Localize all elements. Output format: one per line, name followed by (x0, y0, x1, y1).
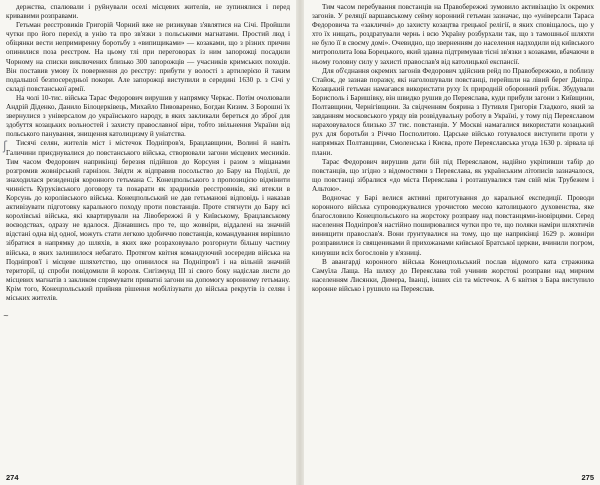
pencil-mark-icon: ʃ (3, 139, 8, 153)
right-page (304, 0, 600, 485)
left-page (0, 0, 296, 485)
margin-tick-icon: ~ (3, 312, 9, 320)
left-page-number: 274 (6, 473, 19, 482)
right-paragraph-5: В авангарді коронного війська Конецпольський послав відомого ката стражника Самуїла Лаща. На шляху до Переяслава той учинив жорстокі розправи над мирним населенням Лисянки, Димера, Іванці, інших сіл та містечок. А 6 квітня з Бара виступило коронне військо і рушило на Переяслав. (312, 257, 594, 293)
left-paragraph-1: держства, спалювали і руйнували оселі місцевих жителів, не зупинялися і перед кривавими розправами. (6, 3, 290, 21)
right-paragraph-4: Водночас у Барі велися активні приготування до каральної експедиції. Проводи коронного війська супроводжувалися урочистою месою католицького духовенства, яке благословило Конецпольського на жорстоку розправу над повстанцями-іновірцями. Серед населення Подніпров'я настійно поширювалися чутки про те, що поляки наміри шляхтичів винищити православ'я. Вони ґрунтувалися на тому, що ще наприкінці 1629 р. жовніри розправилися із священиками й прихожанами київської Братської церкви, вчинили погром, кинувши всіх богословів у в'язниці. (312, 193, 594, 257)
book-gutter (296, 0, 304, 485)
right-page-number: 275 (581, 473, 594, 482)
right-paragraph-2: Для об'єднання окремих загонів Федорович здійснив рейд по Правобережжю, в поблизу Стайок, де зазнав поразку, які наголошували повстанці, перейшли на лівий берег Дніпра. Козацький гетьман намагався використати руху їх природній оборонний рубіж. Збудували Борисполь і Баришівку, він швидко рушив до Переяслава, куди прибули загони з Київщини, Полтавщини, Чернігівщини. За свідченням боярина з Путивля Григорія Гладкого, який за завданням московського уряду вів розвідувальну роботу в Україні, у тому під Переяславом нараховувалося близько 37 тис. повстанців. У Москві намагалися використати козацький рух для боротьби з Річчю Посполитою. Царське військо готувалося виступити проти у напрямках Полтавщини, Смоленська і Києва, проте Переяславська угода 1630 р. зірвала ці плани. (312, 66, 594, 157)
right-paragraph-1: Тим часом перебування повстанців на Правобережжі зумовило активізацію їх окремих загонів. У реляції варшавському сейму коронний гетьман зазначає, що «універсали Тараса Федоровича та «закличні» до захисту козацтва грецької релігії, в яких сповіщалось, що у хто їх нищать, роздратували чернь і всю Україну розбурхали так, що з тамошньої шляхти не було її в своєму домі». Очевидно, що зверненням до населення надходили від київського митрополита Іова Борецького, який здавна підтримував тісні зв'язки з козаками, вбачаючи в ньому головну силу у захисті православ'я від католицької експансії. (312, 3, 594, 66)
right-paragraph-3: Тарас Федорович вирушив дати бій під Переяславом, надійно укріпивши табір до повстанців, що згідно з відомостями з Переяслава, як українським літописів зазначалося, що повстанці зібралися «до міста Переяслава і розташувалися там свій між Трубежем і Альтою». (312, 157, 594, 193)
left-paragraph-2: Гетьман реєстровиків Григорій Чорний вже не ризикував з'являтися на Січі. Пройшли чутки про його перехід в унію та про зв'язки з польськими магнатами. Простий люд і обіцянки вести непримиренну боротьбу з «випищиками» — козаками, що з різних причин опинилися поза реєстром. На цьому тлі при переговорах із ним запорожці посадили Чорному на списки виключених близько 300 запорожців — учасників кримських походів. Він поставив умову їх повернення до реєстру: прибути у волості з артилерією й таким подальшої безпосередньої покори. Але запорожці виступили в середині 1630 р. з Січі у складі повстанської армії. (6, 21, 290, 93)
left-paragraph-3: На чолі 10-тис. війська Тарас Федорович вирушив у напрямку Черкас. Потім очолювали Андрій Діденко, Данило Білоцерківець, Михайло Пивоваренко, Богдан Кизим. З Борошні їх звернулися з універсалом до українського народу, в яких закликали береться до зброї для здобуття козацьких вольностей і захисту православної віри, тобто звільнення України від польського панування, знищення католицизму й уніатства. (6, 93, 290, 139)
left-paragraph-4: Тисячі селян, жителів міст і містечок Подніпров'я, Брацлавщини, Волині й навіть Галичини приєднувалися до повстанського війська, створювали загони місцевих месників. Тим часом Федорович наприкінці березня підійшов до Корсуня і разом з міщанами розгромив жовнірський гарнізон. Звідти ж відправив посольство до Бару на Поділлі, де знаходилася резиденція коронного гетьмана С. Конецпольського з пропозицією відмінити чинність Куруківського договору та покарати як зрадників реєстровиків, які втекли в Корсунь до королівського війська. Конецпольський не дав гетьманові відповідь і наказав активізувати підготовку карального походу проти повстанців. Проте стягнути до Бару всі королівські війська, які квартирували на Лівобережжі й у Київському, Брацлавському воєводствах, одразу не вдалося. Дізнавшись про те, що жовніри, віддалені на значній відстані одна від одної, можуть стати легкою здобиччю повстанців, командування вирішило зібратися в напрямку до шляхів, в яких вже розраховувало розгорнути більшу частину війська, в яких залишилося небагато. Протягом квітня командуючий зосередив війська на Подніпров'ї і місцеве шляхетство, що опинилося на Подніпров'ї і на вільній значній території, ці спроби повідомили й короля. Сигізмунд III зі свого боку надіслав листи до місцевих магнатів з закликом спрямувати приватні загони на допомогу коронному гетьману. Крім того, Конецпольський прийняв рішення мобілізувати до війська рекрутів із селян і міських жителів. (6, 139, 290, 302)
